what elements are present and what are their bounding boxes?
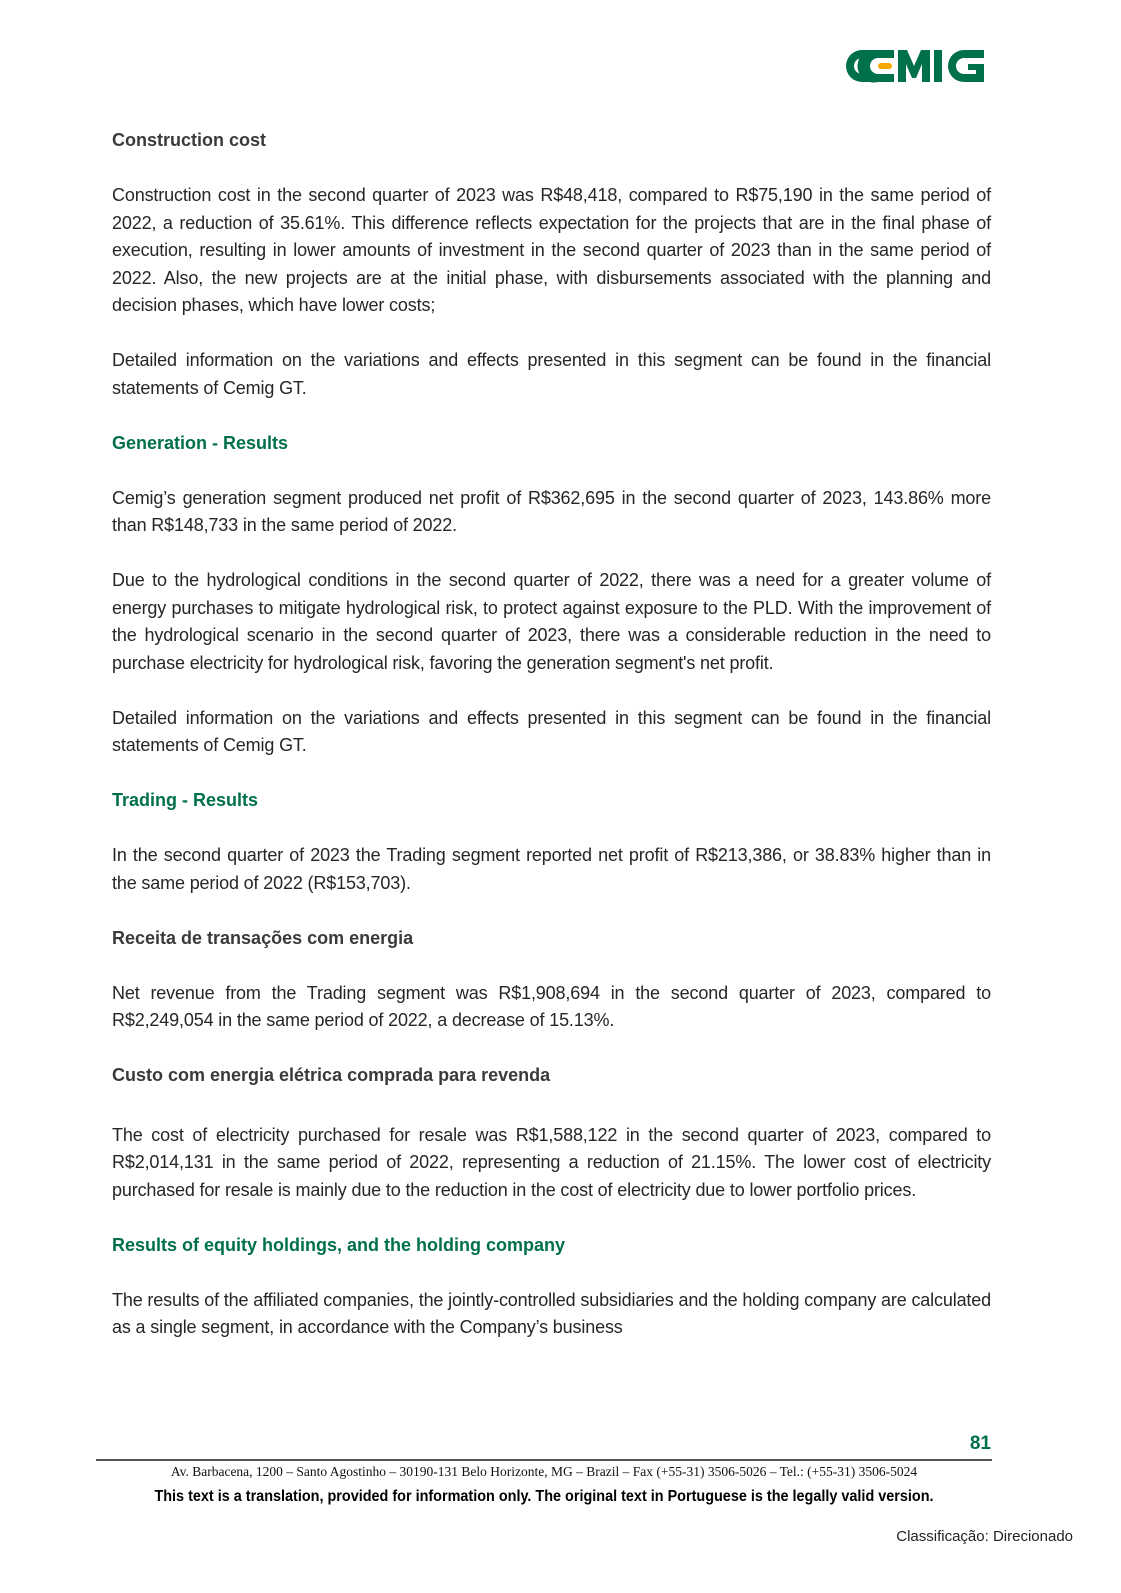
paragraph: Detailed information on the variations and effects presented in this segment can be found in the financial statements of Cemig GT. xyxy=(112,350,991,398)
paragraph: The results of the affiliated companies, the jointly-controlled subsidiaries and the holding company are calculated as a single segment, in accordance with the Company’s business xyxy=(112,1289,991,1337)
section-heading: Receita de transações com energia xyxy=(112,927,414,948)
section-heading: Construction cost xyxy=(112,130,267,150)
paragraph: Due to the hydrological conditions in the second quarter of 2022, there was a need for a greater volume of energy purchases to mitigate hydrological risk, to protect against exposure to the PLD. With the improvement of the hydrological scenario in the second quarter of 2023, there was a considerable reduction in the need to purchase electricity for hydrological risk, favoring the generation segment's net profit. xyxy=(112,570,991,673)
document-body xyxy=(112,127,991,1369)
paragraph: Cemig’s generation segment produced net profit of R$362,695 in the second quarter of 2023, 143.86% more than R$148,733 in the same period of 2022. xyxy=(112,487,991,535)
footer-divider xyxy=(96,1459,992,1461)
section-heading: Results of equity holdings, and the holding company xyxy=(112,1234,566,1255)
translation-disclaimer: This text is a translation, provided for information only. The original text in Portuguese is the legally valid version. xyxy=(154,1488,934,1505)
footer-address: Av. Barbacena, 1200 – Santo Agostinho – 30190-131 Belo Horizonte, MG – Brazil – Fax (+55-31) 3506-5026 – Tel.: (+55-31) 3506-5024 xyxy=(170,1464,918,1479)
cemig-logo xyxy=(842,46,988,86)
paragraph: Construction cost in the second quarter of 2023 was R$48,418, compared to R$75,190 in the same period of 2022, a reduction of 35.61%. This difference reflects expectation for the projects that are in the final phase of execution, resulting in lower amounts of investment in the second quarter of 2023 than in the same period of 2022. Also, the new projects are at the initial phase, with disbursements associated with the planning and decision phases, which have lower costs; xyxy=(112,185,991,315)
page-number: 81 xyxy=(969,1433,991,1454)
paragraph: In the second quarter of 2023 the Trading segment reported net profit of R$213,386, or 38.83% higher than in the same period of 2022 (R$153,703). xyxy=(112,845,991,893)
section-heading: Generation - Results xyxy=(112,432,289,453)
paragraph: Detailed information on the variations and effects presented in this segment can be found in the financial statements of Cemig GT. xyxy=(112,707,991,755)
paragraph: The cost of electricity purchased for resale was R$1,588,122 in the second quarter of 2023, compared to R$2,014,131 in the same period of 2022, representing a reduction of 21.15%. The lower cost of electricity purchased for resale is mainly due to the reduction in the cost of electricity due to lower portfolio prices. xyxy=(112,1124,991,1200)
section-heading: Trading - Results xyxy=(112,790,259,810)
section-heading: Custo com energia elétrica comprada para revenda xyxy=(112,1065,551,1085)
paragraph: Net revenue from the Trading segment was R$1,908,694 in the second quarter of 2023, compared to R$2,249,054 in the same period of 2022, a decrease of 15.13%. xyxy=(112,982,991,1030)
classification-label: Classificação: Direcionado xyxy=(896,1528,1073,1545)
